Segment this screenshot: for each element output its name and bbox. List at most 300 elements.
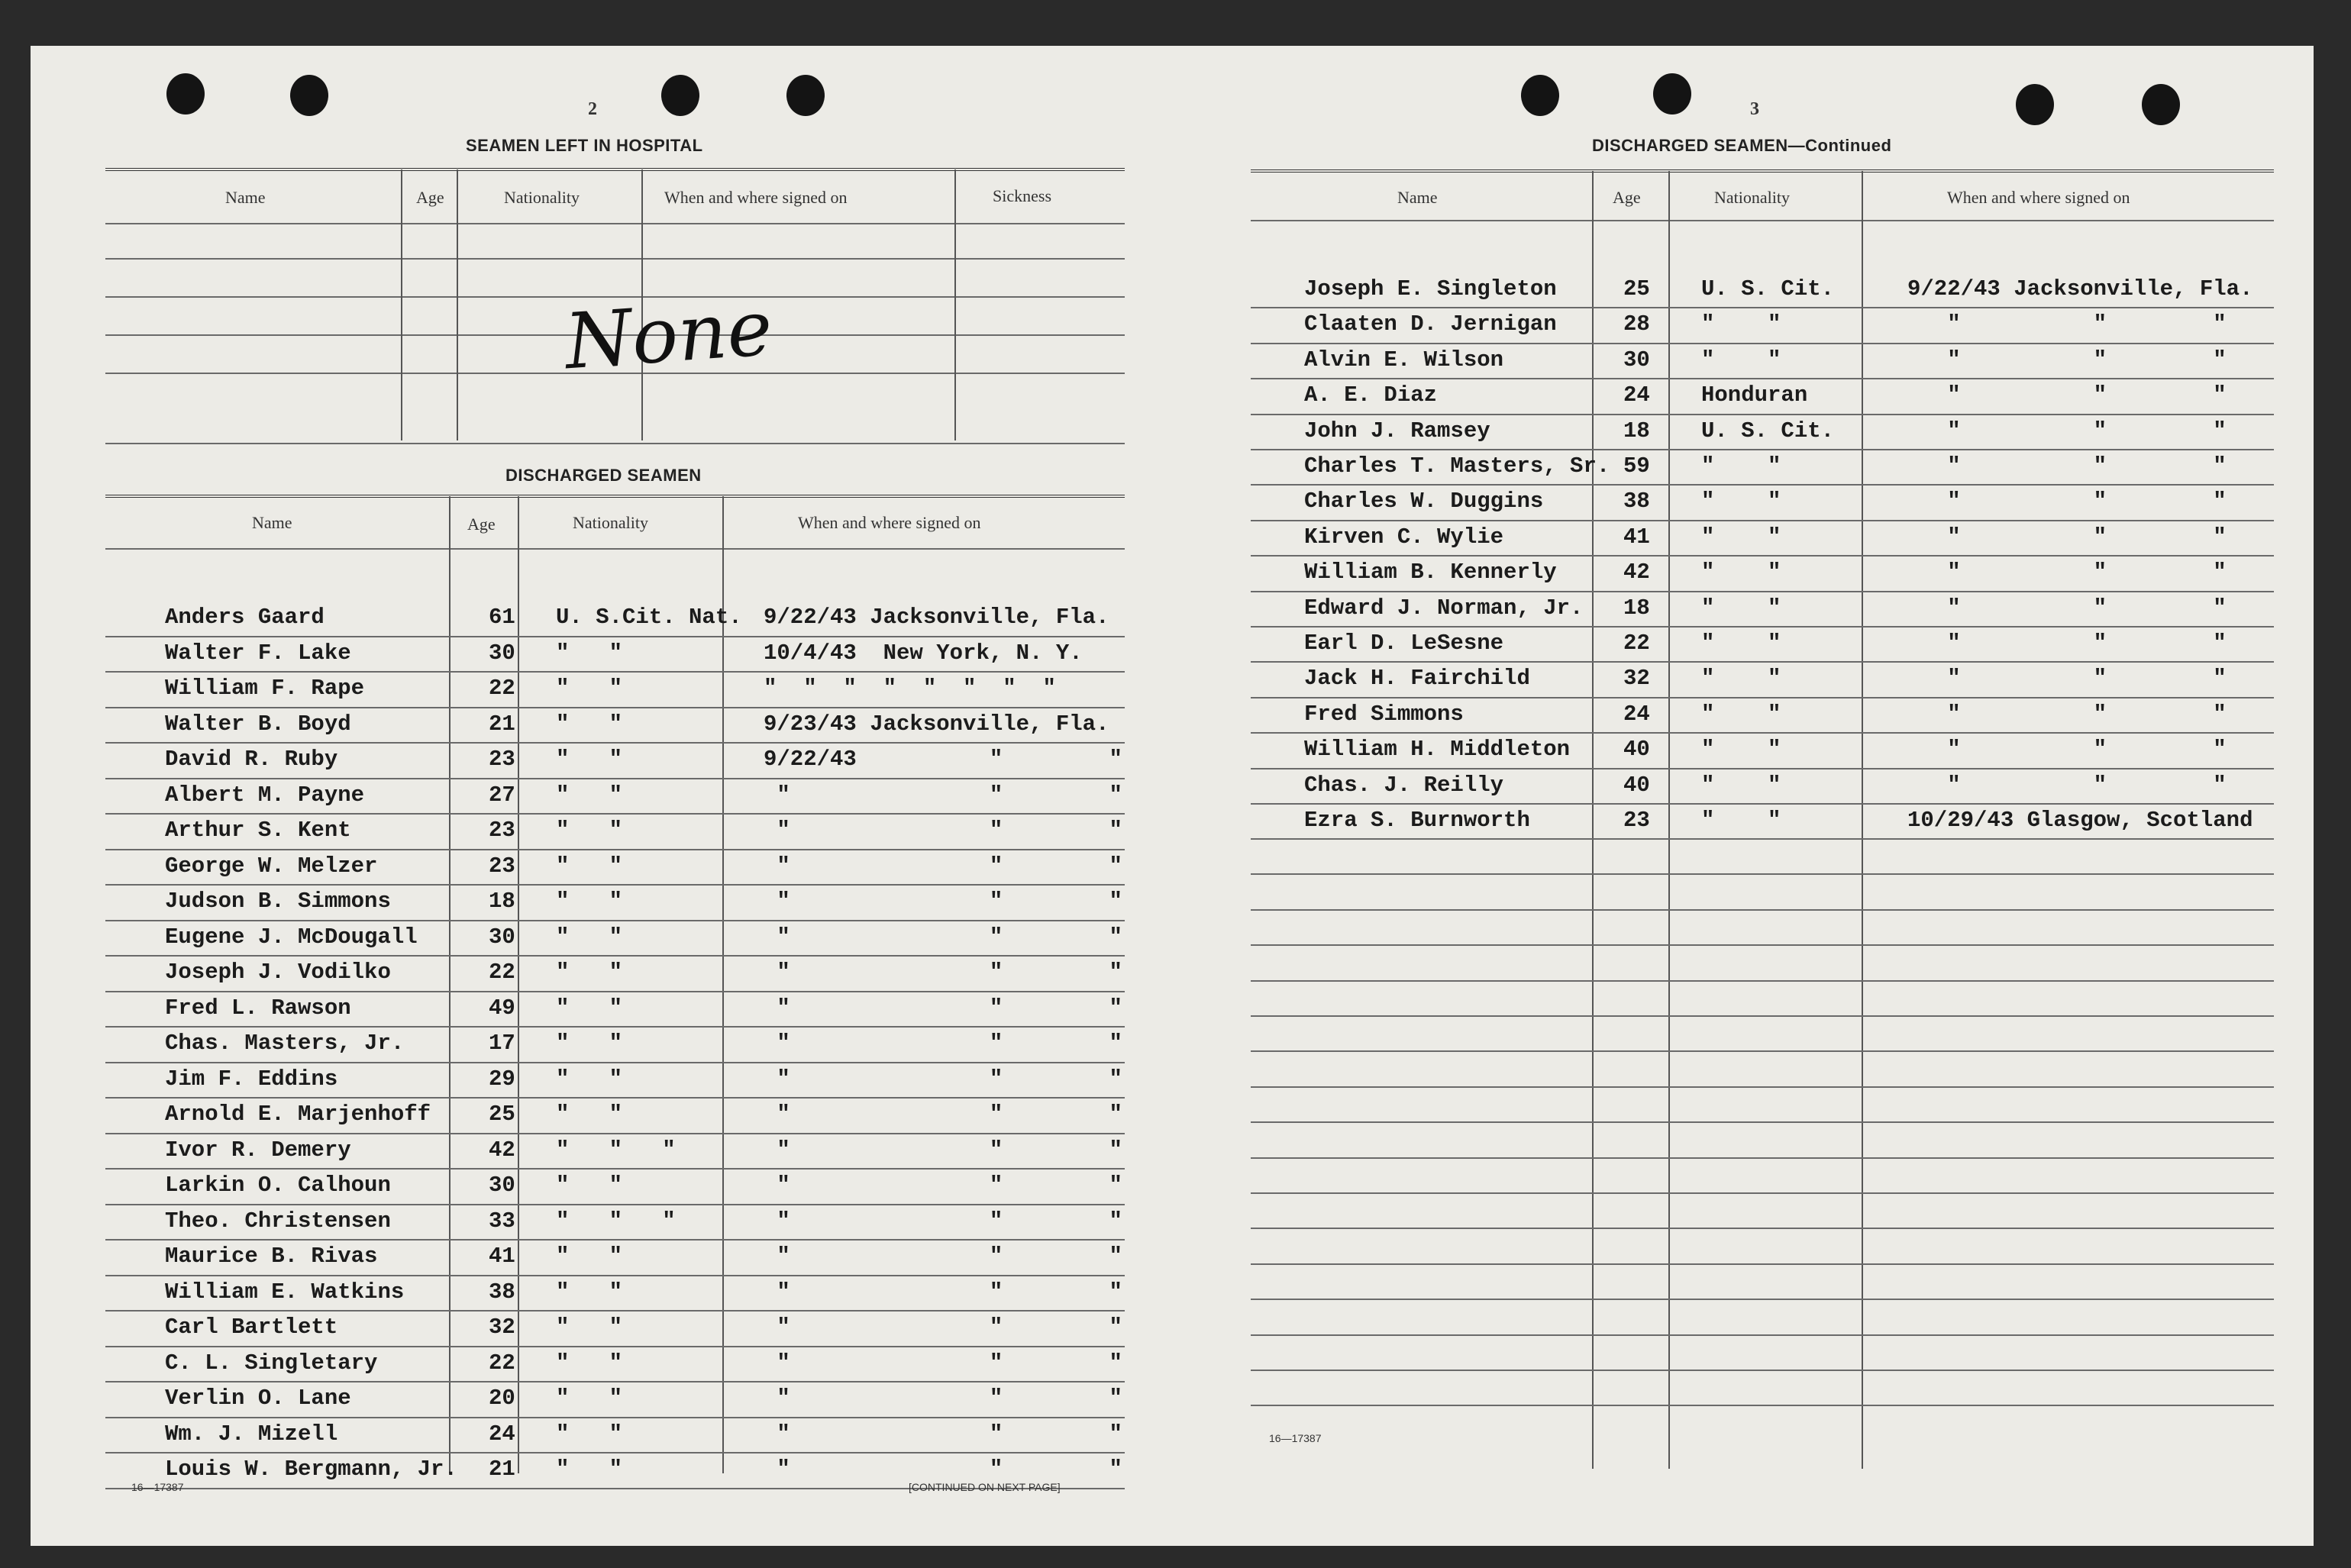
seaman-nationality: " ": [556, 1031, 623, 1056]
rule: [105, 495, 1125, 498]
blank-rule: [1251, 1334, 2274, 1336]
seaman-nationality: " ": [1701, 701, 1781, 727]
table-row: [105, 603, 1125, 638]
seaman-nationality: " ": [556, 676, 623, 701]
row-rule: [105, 1204, 1125, 1205]
table-row: [1251, 275, 2274, 310]
seaman-nationality: " " ": [556, 1208, 676, 1234]
seaman-signed-on: " " ": [764, 1244, 1122, 1269]
blank-rule: [1251, 944, 2274, 946]
seaman-nationality: " ": [556, 1457, 623, 1482]
row-rule: [1251, 414, 2274, 415]
punch-hole: [2016, 84, 2054, 125]
seaman-name: George W. Melzer: [165, 853, 378, 879]
row-rule: [105, 884, 1125, 886]
right-header-name: Name: [1397, 188, 1438, 207]
seaman-nationality: " ": [1701, 808, 1781, 833]
seaman-signed-on: " " ": [764, 1066, 1122, 1092]
table-row: [1251, 629, 2274, 664]
row-rule: [1251, 555, 2274, 557]
page-number-left: 2: [588, 99, 597, 119]
row-rule: [1251, 768, 2274, 769]
seaman-age: 22: [489, 960, 515, 985]
rule: [105, 223, 1125, 224]
table-row: [1251, 700, 2274, 735]
rule: [105, 443, 1125, 444]
seaman-age: 20: [489, 1386, 515, 1411]
seaman-nationality: " ": [556, 995, 623, 1021]
seaman-signed-on: " " ": [764, 960, 1122, 985]
blank-rule: [1251, 1121, 2274, 1123]
seaman-nationality: " ": [1701, 666, 1781, 692]
right-section-title: DISCHARGED SEAMEN—Continued: [1592, 136, 1892, 155]
seaman-name: Anders Gaard: [165, 605, 325, 630]
row-rule: [1251, 697, 2274, 699]
table-row: [105, 923, 1125, 958]
table-row: [1251, 771, 2274, 806]
table-row: [1251, 346, 2274, 381]
seaman-name: C. L. Singletary: [165, 1350, 378, 1376]
seaman-signed-on: 9/23/43 Jacksonville, Fla.: [764, 711, 1109, 737]
seaman-signed-on: " " ": [1907, 382, 2227, 408]
seaman-name: Fred L. Rawson: [165, 995, 351, 1021]
seaman-age: 17: [489, 1031, 515, 1056]
seaman-name: Maurice B. Rivas: [165, 1244, 378, 1269]
seaman-nationality: " ": [1701, 737, 1781, 763]
row-rule: [1251, 520, 2274, 521]
seaman-nationality: " ": [1701, 347, 1781, 373]
seaman-age: 27: [489, 782, 515, 808]
table-row: [105, 1384, 1125, 1419]
seaman-nationality: Honduran: [1701, 382, 1808, 408]
right-header-nationality: Nationality: [1714, 188, 1790, 207]
seaman-signed-on: " " ": [764, 1137, 1122, 1163]
seaman-nationality: " ": [556, 1102, 623, 1127]
seaman-age: 29: [489, 1066, 515, 1092]
blank-rule: [1251, 980, 2274, 982]
seaman-nationality: " ": [556, 889, 623, 914]
table-row: [1251, 806, 2274, 841]
seaman-nationality: " ": [1701, 489, 1781, 515]
seaman-name: Carl Bartlett: [165, 1315, 338, 1340]
seaman-signed-on: " " ": [1907, 595, 2227, 621]
seaman-nationality: " " ": [556, 1137, 676, 1163]
seaman-signed-on: " " ": [764, 1173, 1122, 1198]
hospital-section-title: SEAMEN LEFT IN HOSPITAL: [466, 136, 703, 155]
table-row: [105, 852, 1125, 887]
seaman-age: 22: [489, 1350, 515, 1376]
seaman-signed-on: " " ": [1907, 631, 2227, 656]
row-rule: [105, 991, 1125, 992]
row-rule: [105, 1275, 1125, 1276]
table-row: [105, 1171, 1125, 1206]
seaman-age: 18: [489, 889, 515, 914]
seaman-name: Jack H. Fairchild: [1304, 666, 1530, 692]
table-row: [105, 781, 1125, 816]
seaman-signed-on: " " ": [1907, 489, 2227, 515]
rule: [1251, 220, 2274, 221]
seaman-name: Ezra S. Burnworth: [1304, 808, 1530, 833]
seaman-nationality: " ": [556, 1244, 623, 1269]
row-rule: [105, 742, 1125, 744]
row-rule: [1251, 449, 2274, 450]
blank-rule: [1251, 1086, 2274, 1088]
row-rule: [105, 1346, 1125, 1347]
seaman-signed-on: 9/22/43 Jacksonville, Fla.: [764, 605, 1109, 630]
seaman-age: 23: [489, 747, 515, 772]
row-rule: [1251, 591, 2274, 592]
seaman-signed-on: " " ": [764, 1421, 1122, 1447]
seaman-name: Verlin O. Lane: [165, 1386, 351, 1411]
seaman-signed-on: " " ": [764, 924, 1122, 950]
blank-rule: [1251, 1263, 2274, 1265]
table-row: [1251, 664, 2274, 699]
seaman-signed-on: " " ": [764, 889, 1122, 914]
table-row: [105, 958, 1125, 993]
blank-rule: [1251, 909, 2274, 911]
right-header-age: Age: [1613, 188, 1641, 207]
hospital-header-name: Name: [225, 188, 266, 207]
table-row: [105, 816, 1125, 851]
seaman-age: 22: [1623, 631, 1650, 656]
seaman-nationality: " ": [1701, 772, 1781, 798]
seaman-name: Earl D. LeSesne: [1304, 631, 1504, 656]
hospital-header-signed-on: When and where signed on: [664, 188, 848, 207]
row-rule: [105, 1097, 1125, 1099]
seaman-signed-on: " " ": [1907, 453, 2227, 479]
seaman-signed-on: " " ": [1907, 560, 2227, 586]
row-rule: [105, 1381, 1125, 1382]
seaman-signed-on: " " ": [764, 1315, 1122, 1340]
document-sheet: [31, 46, 2314, 1546]
seaman-signed-on: " " ": [1907, 666, 2227, 692]
seaman-nationality: " ": [556, 1350, 623, 1376]
row-rule: [105, 1239, 1125, 1241]
seaman-nationality: " ": [556, 853, 623, 879]
blank-rule: [1251, 873, 2274, 875]
seaman-name: Louis W. Bergmann, Jr.: [165, 1457, 457, 1482]
seaman-signed-on: " " ": [764, 818, 1122, 843]
seaman-nationality: " ": [556, 1386, 623, 1411]
blank-rule: [1251, 1192, 2274, 1194]
table-row: [105, 1029, 1125, 1064]
seaman-age: 25: [489, 1102, 515, 1127]
seaman-signed-on: " " ": [1907, 418, 2227, 444]
seaman-name: Joseph J. Vodilko: [165, 960, 391, 985]
col-rule: [457, 169, 458, 440]
punch-hole: [290, 75, 328, 116]
seaman-name: Fred Simmons: [1304, 701, 1464, 727]
seaman-name: Eugene J. McDougall: [165, 924, 418, 950]
seaman-signed-on: " " ": [764, 853, 1122, 879]
seaman-age: 23: [489, 818, 515, 843]
seaman-nationality: " ": [1701, 560, 1781, 586]
table-row: [105, 1313, 1125, 1348]
seaman-name: Arthur S. Kent: [165, 818, 351, 843]
punch-hole: [661, 75, 699, 116]
row-rule: [1251, 484, 2274, 486]
seaman-age: 42: [489, 1137, 515, 1163]
table-row: [105, 674, 1125, 709]
seaman-age: 25: [1623, 276, 1650, 302]
table-row: [105, 1278, 1125, 1313]
seaman-name: Chas. Masters, Jr.: [165, 1031, 405, 1056]
blank-rule: [1251, 1228, 2274, 1229]
page-number-right: 3: [1750, 99, 1759, 119]
seaman-age: 30: [1623, 347, 1650, 373]
punch-hole: [2142, 84, 2180, 125]
seaman-nationality: U. S.Cit. Nat.: [556, 605, 742, 630]
table-row: [1251, 487, 2274, 522]
seaman-signed-on: " " ": [764, 995, 1122, 1021]
seaman-nationality: " ": [556, 818, 623, 843]
table-row: [1251, 381, 2274, 416]
row-rule: [1251, 838, 2274, 840]
seaman-age: 22: [489, 676, 515, 701]
row-rule: [105, 707, 1125, 708]
rule: [105, 168, 1125, 171]
seaman-name: Charles T. Masters, Sr.: [1304, 453, 1610, 479]
seaman-name: Ivor R. Demery: [165, 1137, 351, 1163]
seaman-age: 24: [1623, 701, 1650, 727]
row-rule: [105, 1133, 1125, 1134]
seaman-signed-on: 9/22/43 Jacksonville, Fla.: [1907, 276, 2253, 302]
discharged-header-age: Age: [467, 515, 496, 534]
seaman-signed-on: 9/22/43 " ": [764, 747, 1122, 772]
seaman-signed-on: " " ": [764, 1208, 1122, 1234]
seaman-nationality: " ": [556, 640, 623, 666]
seaman-signed-on: " " ": [1907, 701, 2227, 727]
seaman-age: 38: [489, 1279, 515, 1305]
table-row: [1251, 735, 2274, 770]
seaman-name: Theo. Christensen: [165, 1208, 391, 1234]
row-rule: [105, 1310, 1125, 1312]
blank-rule: [1251, 1370, 2274, 1371]
discharged-header-nationality: Nationality: [573, 513, 648, 532]
table-row: [105, 1136, 1125, 1171]
row-rule: [1251, 661, 2274, 663]
table-row: [105, 994, 1125, 1029]
seaman-nationality: " ": [1701, 524, 1781, 550]
form-number-right: 16—17387: [1269, 1432, 1322, 1444]
seaman-nationality: " ": [556, 1173, 623, 1198]
seaman-signed-on: " " ": [1907, 524, 2227, 550]
row-rule: [105, 636, 1125, 637]
row-rule: [105, 955, 1125, 957]
seaman-age: 24: [489, 1421, 515, 1447]
seaman-signed-on: " " ": [764, 1350, 1122, 1376]
continued-note: [CONTINUED ON NEXT PAGE]: [909, 1481, 1061, 1493]
row-rule: [105, 849, 1125, 850]
seaman-name: William B. Kennerly: [1304, 560, 1557, 586]
row-rule: [105, 1168, 1125, 1170]
punch-hole: [1521, 75, 1559, 116]
seaman-age: 24: [1623, 382, 1650, 408]
seaman-signed-on: " " ": [764, 1386, 1122, 1411]
seaman-age: 32: [489, 1315, 515, 1340]
seaman-age: 42: [1623, 560, 1650, 586]
seaman-age: 40: [1623, 772, 1650, 798]
row-rule: [105, 1452, 1125, 1453]
blank-rule: [1251, 1299, 2274, 1300]
seaman-name: Edward J. Norman, Jr.: [1304, 595, 1584, 621]
table-row: [105, 1420, 1125, 1455]
seaman-signed-on: 10/4/43 New York, N. Y.: [764, 640, 1083, 666]
seaman-nationality: " ": [556, 960, 623, 985]
row-rule: [105, 1417, 1125, 1418]
blank-rule: [1251, 1157, 2274, 1159]
seaman-age: 21: [489, 711, 515, 737]
seaman-nationality: " ": [1701, 453, 1781, 479]
seaman-signed-on: " " ": [764, 1457, 1122, 1482]
seaman-age: 40: [1623, 737, 1650, 763]
col-rule: [954, 169, 956, 440]
table-row: [1251, 310, 2274, 345]
seaman-age: 49: [489, 995, 515, 1021]
hospital-header-nationality: Nationality: [504, 188, 580, 207]
blank-rule: [1251, 1015, 2274, 1017]
table-row: [1251, 417, 2274, 452]
blank-rule: [1251, 1405, 2274, 1406]
row-rule: [105, 778, 1125, 779]
row-rule: [1251, 803, 2274, 805]
seaman-signed-on: " " " " " " " ": [764, 676, 1056, 701]
seaman-age: 28: [1623, 311, 1650, 337]
table-row: [105, 710, 1125, 745]
table-row: [1251, 558, 2274, 593]
row-rule: [105, 920, 1125, 921]
handwritten-none: None: [562, 282, 776, 387]
discharged-section-title: DISCHARGED SEAMEN: [505, 466, 702, 485]
seaman-nationality: " ": [556, 747, 623, 772]
table-row: [1251, 594, 2274, 629]
table-row: [1251, 523, 2274, 558]
seaman-age: 23: [1623, 808, 1650, 833]
seaman-name: Chas. J. Reilly: [1304, 772, 1504, 798]
punch-hole: [1653, 73, 1691, 115]
seaman-signed-on: " " ": [764, 782, 1122, 808]
seaman-name: A. E. Diaz: [1304, 382, 1438, 408]
punch-hole: [786, 75, 825, 116]
seaman-age: 61: [489, 605, 515, 630]
seaman-name: Arnold E. Marjenhoff: [165, 1102, 431, 1127]
seaman-age: 59: [1623, 453, 1650, 479]
seaman-nationality: " ": [556, 1066, 623, 1092]
seaman-nationality: " ": [556, 782, 623, 808]
seaman-name: William F. Rape: [165, 676, 365, 701]
discharged-header-name: Name: [252, 513, 292, 532]
seaman-name: Jim F. Eddins: [165, 1066, 338, 1092]
hospital-header-sickness: Sickness: [993, 186, 1051, 205]
seaman-nationality: " ": [556, 711, 623, 737]
col-rule: [401, 169, 402, 440]
row-rule: [1251, 307, 2274, 308]
row-rule: [105, 1026, 1125, 1028]
seaman-name: Kirven C. Wylie: [1304, 524, 1504, 550]
right-header-signed-on: When and where signed on: [1947, 188, 2130, 207]
seaman-signed-on: " " ": [1907, 347, 2227, 373]
punch-hole: [166, 73, 205, 115]
seaman-age: 32: [1623, 666, 1650, 692]
table-row: [105, 745, 1125, 780]
seaman-nationality: " ": [556, 1279, 623, 1305]
seaman-name: William H. Middleton: [1304, 737, 1571, 763]
row-rule: [105, 1062, 1125, 1063]
seaman-age: 30: [489, 924, 515, 950]
table-row: [105, 1065, 1125, 1100]
table-row: [105, 1100, 1125, 1135]
seaman-nationality: " ": [1701, 631, 1781, 656]
seaman-age: 23: [489, 853, 515, 879]
form-number-left: 16—17387: [131, 1481, 184, 1493]
row-rule: [105, 671, 1125, 673]
seaman-signed-on: " " ": [1907, 311, 2227, 337]
seaman-name: John J. Ramsey: [1304, 418, 1490, 444]
seaman-signed-on: " " ": [764, 1031, 1122, 1056]
discharged-header-signed-on: When and where signed on: [798, 513, 981, 532]
seaman-nationality: " ": [556, 924, 623, 950]
row-rule: [105, 813, 1125, 815]
seaman-signed-on: 10/29/43 Glasgow, Scotland: [1907, 808, 2253, 833]
seaman-name: Claaten D. Jernigan: [1304, 311, 1557, 337]
seaman-age: 18: [1623, 418, 1650, 444]
seaman-signed-on: " " ": [764, 1102, 1122, 1127]
seaman-name: Wm. J. Mizell: [165, 1421, 338, 1447]
table-row: [105, 1349, 1125, 1384]
seaman-name: Charles W. Duggins: [1304, 489, 1544, 515]
row-rule: [1251, 378, 2274, 379]
seaman-name: Larkin O. Calhoun: [165, 1173, 391, 1198]
seaman-name: Albert M. Payne: [165, 782, 365, 808]
seaman-nationality: U. S. Cit.: [1701, 418, 1835, 444]
seaman-age: 41: [1623, 524, 1650, 550]
seaman-nationality: U. S. Cit.: [1701, 276, 1835, 302]
table-row: [105, 639, 1125, 674]
seaman-signed-on: " " ": [1907, 737, 2227, 763]
seaman-age: 21: [489, 1457, 515, 1482]
seaman-age: 38: [1623, 489, 1650, 515]
seaman-age: 41: [489, 1244, 515, 1269]
rule: [1251, 169, 2274, 173]
seaman-name: David R. Ruby: [165, 747, 338, 772]
row-rule: [1251, 343, 2274, 344]
seaman-name: Judson B. Simmons: [165, 889, 391, 914]
rule: [105, 548, 1125, 550]
seaman-age: 18: [1623, 595, 1650, 621]
seaman-signed-on: " " ": [1907, 772, 2227, 798]
table-row: [105, 1207, 1125, 1242]
seaman-signed-on: " " ": [764, 1279, 1122, 1305]
seaman-name: Joseph E. Singleton: [1304, 276, 1557, 302]
table-row: [1251, 452, 2274, 487]
seaman-age: 30: [489, 640, 515, 666]
seaman-name: William E. Watkins: [165, 1279, 405, 1305]
seaman-name: Walter B. Boyd: [165, 711, 351, 737]
seaman-age: 33: [489, 1208, 515, 1234]
seaman-nationality: " ": [1701, 311, 1781, 337]
seaman-name: Alvin E. Wilson: [1304, 347, 1504, 373]
rule: [105, 258, 1125, 260]
seaman-nationality: " ": [556, 1315, 623, 1340]
seaman-nationality: " ": [556, 1421, 623, 1447]
table-row: [105, 887, 1125, 922]
seaman-age: 30: [489, 1173, 515, 1198]
row-rule: [1251, 732, 2274, 734]
blank-rule: [1251, 1050, 2274, 1052]
seaman-nationality: " ": [1701, 595, 1781, 621]
row-rule: [1251, 626, 2274, 628]
seaman-name: Walter F. Lake: [165, 640, 351, 666]
